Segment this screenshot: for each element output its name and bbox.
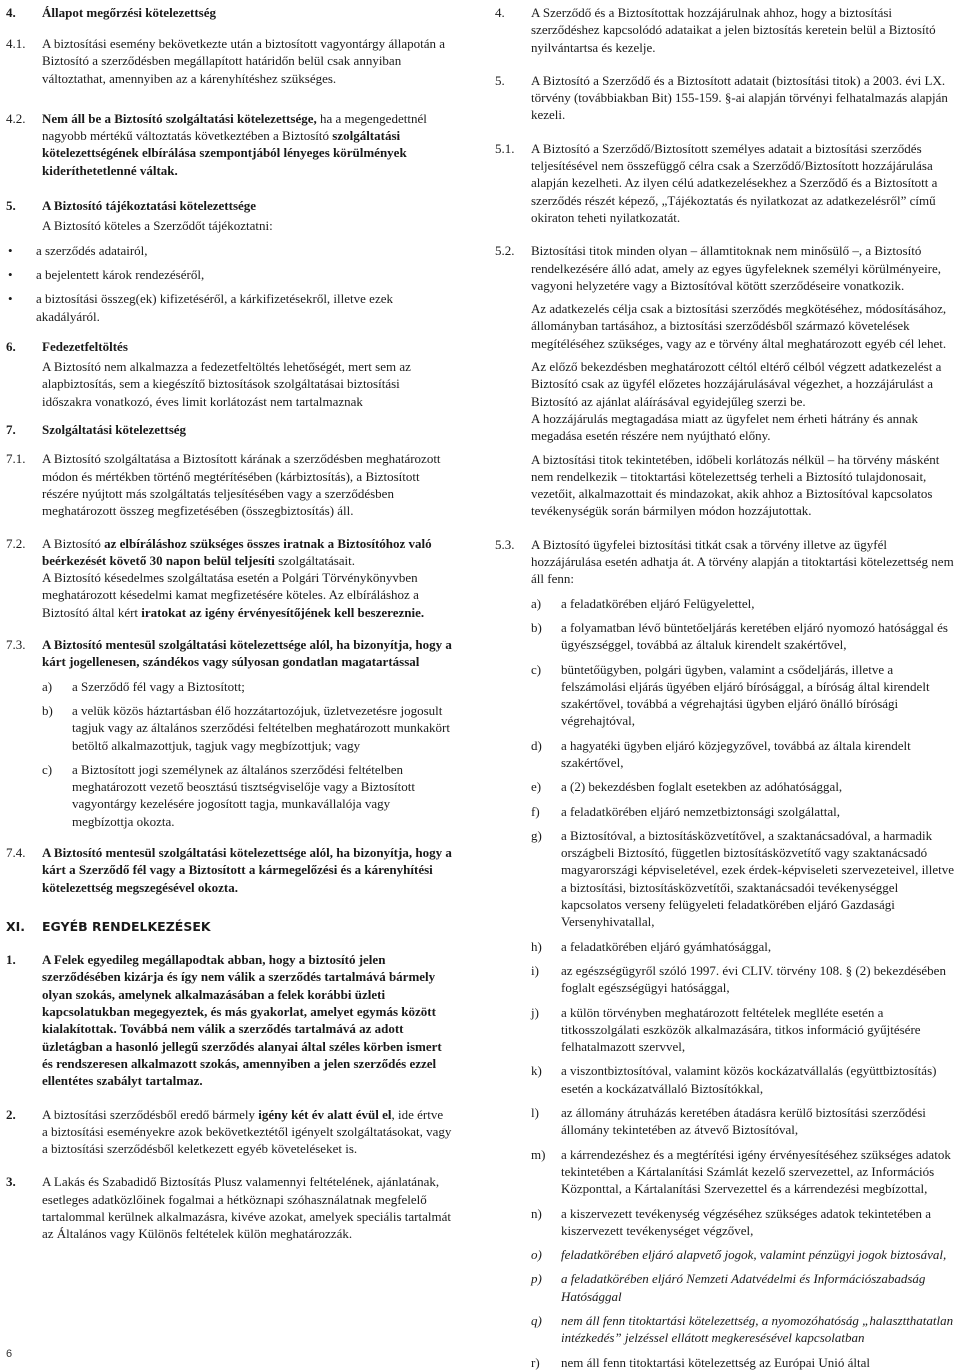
list-item — [531, 1270, 957, 1305]
list-item — [531, 803, 957, 820]
list-item — [531, 1062, 957, 1097]
list-item — [531, 1246, 957, 1263]
section-4-2 — [6, 110, 452, 179]
list-text: a külön törvényben meghatározott feltételek meglléte esetén a titkosszolgálati eszközök alkalmazására, titkos információ gyűjtésére felhatalmazott szervvel, — [561, 1004, 921, 1055]
list-text: nem áll fenn titoktartási kötelezettség, a nyomozóhatóság „halasztthatatlan intézkedés” jelzéssel ellátott megkeresésével kapcsolatban — [561, 1313, 954, 1346]
bullet-item: • a biztosítási összeg(ek) kifizetéséről, a kárkifizetésekről, illetve ezek akadályáról. — [6, 290, 452, 325]
list-text: büntetőügyben, polgári ügyben, valamint a csődeljárás, illetve a felszámolási eljárás ügyében eljáró bírósággal, a bíróság által kirendelt szakértővel, továbbá a végrehajtási ügyben eljáró önálló bírósági végrehajtóval, — [561, 661, 930, 729]
list-letter: o) — [531, 1247, 542, 1263]
paragraph: Az adatkezelés célja csak a biztosítási szerződés megkötéséhez, módosításához, állományban tartásához, a biztosítási szerződésből származó követelések megítéléséhez szükséges, vagy az e törvény által meghatározott egyéb cél lehet. — [531, 301, 947, 351]
list-text: a folyamatban lévő büntetőeljárás keretében eljáró nyomozó hatósággal és ügyészséggel, továbbá az általuk kirendelt szakértővel, — [561, 619, 948, 653]
list-item — [531, 1104, 957, 1139]
paragraph: Az előző bekezdésben meghatározott céltól eltérő célból végzett adatkezelést a Biztosító csak az ügyfél előzetes hozzájárulásával végezhet, a hozzájárulást a Biztosító az ajánlat aláírásával egyidejűleg szerzi be. — [531, 359, 942, 409]
list-item — [531, 1004, 957, 1056]
section-number: 7. — [6, 422, 16, 438]
list-item — [531, 737, 957, 772]
section-number: 4. — [495, 5, 505, 20]
section-7-3 — [6, 636, 452, 830]
list-item — [531, 661, 957, 730]
list-text: a feladatkörében eljáró Felügyelettel, — [561, 595, 755, 611]
paragraph: A Biztosító szolgáltatása a Biztosított kárának a szerződésben meghatározott módon és mértékben történő megtérítésében (kárbiztosítás), a Biztosított részére nyújtott más szolgáltatás teljesítésében vagy a szerződésben meghatározott összeg megfizetésében (összegbiztosítás) áll. — [42, 451, 441, 519]
section-xi-1 — [6, 951, 452, 1089]
section-r5 — [495, 72, 957, 124]
paragraph: A biztosítási titok tekintetében, időbeli korlátozás nélkül – ha törvény másként nem rendelkezik – titoktartási kötelezettség terheli a Biztosító tulajdonosait, vezetőit, alkalmazottait és mindazokat, akik ahhoz a Biztosítóval kapcsolatos tevékenységük során bármilyen módon hozzájutottak. — [531, 451, 940, 519]
list-letter: m) — [531, 1146, 546, 1162]
list-item — [531, 619, 957, 654]
section-number: 6. — [6, 338, 16, 354]
exception-list — [531, 595, 957, 1371]
section-title: Állapot megőrzési kötelezettség — [42, 5, 216, 20]
bullet-item: • a szerződés adatairól, — [6, 242, 452, 259]
section-title: EGYÉB RENDELKEZÉSEK — [42, 918, 211, 934]
paragraph: A biztosítási esemény bekövetkezte után a biztosított vagyontárgy állapotán a Biztosító a szerződésben megállapított határidőn belül csak annyiban változtathat, amennyiben az a kárenyhítéshez szükséges. — [42, 36, 446, 86]
list-item — [531, 1205, 957, 1240]
section-number: 5.3. — [495, 536, 515, 552]
text: ha a megengedettnél nagyobb mértékű változtatás következtében a Biztosító — [42, 110, 427, 144]
list-letter: r) — [531, 1354, 540, 1370]
list-letter: e) — [531, 779, 542, 795]
paragraph: A Lakás és Szabadidő Biztosítás Plusz valamennyi feltételének, ajánlatának, esetleges adatközlőinek fogalmai a hétköznapi szóhasználatnak megfelelő tartalommal kerülnek alkalmazásra, kivéve azokat, amelyek speciális tartalmát az Általános vagy Különös feltételek külön meghatározzák. — [42, 1174, 451, 1242]
list-text: a feladatkörében eljáró Nemzeti Adatvédelmi és Információszabadság Hatósággal — [561, 1271, 926, 1304]
list-letter: n) — [531, 1205, 542, 1221]
section-4-heading — [6, 4, 452, 24]
section-number: 4. — [6, 5, 16, 20]
list-item — [531, 1354, 957, 1371]
section-title: Szolgáltatási kötelezettség — [42, 422, 187, 438]
page-number: 6 — [6, 1348, 13, 1360]
paragraph: Biztosítási titok minden olyan – államtitoknak nem minősülő –, a Biztosító rendelkezésére álló adat, amely az egyes ügyfeleknek személyi körülményeire, vagyoni helyzetére vagy a Biztosítóval kötött szerződéseire vonatkozik. — [531, 243, 942, 293]
section-r5-1 — [495, 140, 957, 226]
list-item: b) a velük közös háztartásban élő hozzátartozójuk, üzletvezetésre jogosult tagjuk vagy az általános szerződési feltételben meghatározott munkakört betöltő alkalmazottjuk, tagjuk vagy megbízottjuk; vagy — [42, 702, 450, 753]
section-number: 7.1. — [6, 451, 26, 467]
list-letter: d) — [531, 737, 542, 753]
list-text: az egészségügyről szóló 1997. évi CLIV. törvény 108. § (2) bekezdésében foglalt egészségügyi hatósággal, — [561, 962, 946, 996]
section-7-2 — [6, 535, 452, 621]
section-5 — [6, 197, 452, 325]
list-item — [531, 827, 957, 931]
section-number: 2. — [6, 1106, 16, 1122]
list-text: nem áll fenn titoktartási kötelezettség az Európai Unió által — [561, 1354, 870, 1370]
list-item — [531, 1312, 957, 1347]
list-letter: h) — [531, 938, 542, 954]
bullet-item: • a bejelentett károk rendezéséről, — [6, 266, 452, 283]
list-item: a) a Szerződő fél vagy a Biztosított; — [42, 678, 245, 694]
paragraph: A Szerződő és a Biztosítottak hozzájárulnak ahhoz, hogy a biztosítási szerződéshez kapcsolódó adataikat a jelen biztosítás keretein belül a Biztosító nyilvántartsa és kezelje. — [531, 5, 936, 55]
list-letter: f) — [531, 803, 540, 819]
bold-text: Nem áll be a Biztosító szolgáltatási kötelezettsége, — [42, 110, 317, 126]
list-item — [531, 938, 957, 955]
section-title: Fedezetfeltöltés — [42, 338, 128, 354]
list-item — [531, 778, 957, 795]
list-text: feladatkörében eljáró alapvető jogok, valamint pénzügyi jogok biztosával, — [561, 1247, 947, 1263]
left-column — [6, 4, 452, 1243]
paragraph: A Biztosító köteles a Szerződőt tájékoztatni: — [42, 218, 273, 234]
section-xi-2 — [6, 1106, 452, 1158]
list-text: a kárrendezéshez és a megtérítési igény érvényesítéséhez szükséges adatok tekintetében a Kártalanítási Számlát kezelő szervezettel, az Információs Központtal, a Kártalanítási Szervezettel és a kárrendezési megbízottal, — [561, 1146, 951, 1197]
paragraph: A Biztosító mentesül szolgáltatási kötelezettsége alól, ha bizonyítja, hogy a kárt a Szerződő fél vagy a Biztosított a kármegelőzési és a kárenyhítési kötelezettség megszegésével okozta. — [42, 844, 452, 895]
section-4-1 — [6, 35, 452, 87]
section-number: 1. — [6, 952, 16, 968]
list-item — [531, 1146, 957, 1198]
section-xi-heading — [6, 918, 452, 935]
bold-text: szolgáltatási kötelezettségének elbírálása szempontjából lényeges körülmények kideríthetetlenné váltak. — [42, 128, 407, 178]
list-text: a feladatkörében eljáró nemzetbiztonsági szolgálattal, — [561, 803, 841, 819]
paragraph: A Biztosító késedelmes szolgáltatása esetén a Polgári Törvénykönyvben meghatározott késedelmi kamat megfizetésére köteles. Az elbíráláshoz a Biztosító által kért iratokat az igény érvényesítőjének kell beszereznie. — [42, 570, 425, 620]
list-letter: q) — [531, 1313, 542, 1328]
list-text: a Biztosítóval, a biztosításközvetítővel, a szaktanácsadóval, a harmadik országbeli Biztosító, független biztosításközvetítő vagy szaktanácsadó magyarországi képviseletével, ezek érdek-képviseleti szervezeteivel, illetve a biztosítási, biztosításközvetítői, szaktanácsadói tevékenységgel kapcsolatos verseny felügyeleti feladatkörében eljáró Gazdasági Versenyhivatallal, — [561, 827, 955, 930]
list-letter: j) — [531, 1004, 539, 1020]
paragraph: A Biztosító nem alkalmazza a fedezetfeltöltés lehetőségét, mert sem az alapbiztosítás, sem a kiegészítő biztosítások szolgáltatásai biztosítási időszakra vonatkozó, éves limit korlátozást nem tartalmaznak — [42, 359, 411, 409]
section-number: 7.2. — [6, 535, 26, 551]
list-text: a kiszervezett tevékenység végzéséhez szükséges adatok tekintetében a kiszervezett tevékenységet végzővel, — [561, 1205, 931, 1238]
paragraph: A hozzájárulás megtagadása miatt az ügyfelet nem érheti hátrány és annak megadása esetén részére nem nyújtható előny. — [531, 410, 918, 444]
section-title: A Biztosító tájékoztatási kötelezettsége — [42, 198, 257, 214]
section-number: 5. — [495, 72, 505, 88]
list-letter: p) — [531, 1271, 542, 1287]
paragraph: A Felek egyedileg megállapodtak abban, hogy a biztosító jelen szerződésében kizárja és így nem válik a szerződés tartalmává bármely olyan szokás, amelynek alkalmazásában a felek korábbi üzleti kapcsolatukban megegyeztek, és más gyakorlat, amelyet egymás között kialakítottak. Továbbá nem válik a szerződés tartalmává az adott üzletágban a hasonló jellegű szerződés alanyai által széles körben ismert és rendszeresen alkalmazott szokás, amennyiben a jelen szerződés ezzel ellentétes szabályt tartalmaz. — [42, 952, 442, 1089]
section-7-1 — [6, 450, 452, 519]
section-number: 7.3. — [6, 637, 26, 653]
list-letter: k) — [531, 1063, 542, 1079]
list-item — [531, 962, 957, 997]
list-text: a hagyatéki ügyben eljáró közjegyzővel, továbbá az általa kirendelt szakértővel, — [561, 737, 911, 770]
section-r5-3 — [495, 536, 957, 1371]
section-7-heading — [6, 421, 452, 438]
section-number: 4.1. — [6, 36, 26, 51]
section-xi-3 — [6, 1173, 452, 1242]
paragraph: A Biztosító a Szerződő/Biztosított személyes adatait a biztosítási szerződés teljesítésével nem összefüggő célra csak a Szerződő/Biztosított hozzájárulása alapján kezelheti. Az ilyen célú adatkezelésekhez a Szerződő és a Biztosított a szerződés részét képező, „Tájékoztatás és nyilatkozat az adatkezelésről” című okiraton teheti nyilatkozatát. — [531, 140, 938, 225]
paragraph: A Biztosító az elbíráláshoz szükséges összes iratnak a Biztosítóhoz való beérkezését követő 30 napon belül teljesíti szolgáltatásait. — [42, 535, 432, 568]
list-letter: a) — [531, 595, 542, 611]
right-column — [495, 4, 957, 1371]
paragraph: A Biztosító mentesül szolgáltatási kötelezettsége alól, ha bizonyítja, hogy a kárt jogellenesen, szándékos vagy súlyosan gondatlan magatartással — [42, 637, 452, 670]
list-text: a (2) bekezdésben foglalt esetekben az adóhatósággal, — [561, 779, 843, 795]
list-text: a viszontbiztosítóval, valamint közös kockázatvállalás (együttbiztosítás) esetén a kockázatvállaló Biztosítókkal, — [561, 1063, 937, 1096]
list-item — [531, 595, 957, 612]
section-number: 7.4. — [6, 844, 26, 860]
section-r5-2 — [495, 242, 957, 519]
paragraph: A Biztosító a Szerződő és a Biztosított adatait (biztosítási titok) a 2003. évi LX. törvény (továbbiakban Bit) 155-159. §-ai alapján törvényi felhatalmazás alapján kezeli. — [531, 72, 948, 123]
list-letter: l) — [531, 1105, 539, 1121]
section-number: 4.2. — [6, 110, 26, 126]
list-item: c) a Biztosított jogi személynek az általános szerződési feltételben meghatározott vezető beosztású tisztségviselője vagy a Biztosított vagyontárgy kezelésére jogosított tagja, munkavállalója vagy megbízottja okozta. — [42, 761, 415, 829]
section-number: 3. — [6, 1174, 16, 1190]
list-text: a feladatkörében eljáró gyámhatósággal, — [561, 938, 772, 954]
list-letter: i) — [531, 962, 539, 978]
section-7-4 — [6, 844, 452, 896]
list-letter: b) — [531, 619, 542, 635]
section-r4 — [495, 4, 957, 56]
list-letter: c) — [531, 661, 542, 677]
section-number: 5.1. — [495, 140, 515, 156]
paragraph: A biztosítási szerződésből eredő bármely igény két év alatt évül el, ide értve a biztosítási eseményekre azok bekövetkeztétől igényelt szolgáltatásokat, vagy a biztosítási szerződésből keletkezett egyéb követeléseket is. — [42, 1106, 452, 1157]
list-letter: g) — [531, 827, 542, 843]
section-number: 5.2. — [495, 243, 515, 259]
section-number: XI. — [6, 918, 26, 934]
section-number: 5. — [6, 198, 16, 214]
bold-text: igény két év alatt évül el — [258, 1106, 392, 1122]
paragraph — [42, 110, 452, 179]
bold-text: az elbíráláshoz szükséges összes iratnak a Biztosítóhoz való beérkezését követő 30 napon belül teljesíti — [42, 535, 432, 568]
list-text: az állomány átruházás keretében átadásra kerülő biztosítási szerződési állomány tekintetében az átvevő Biztosítóval, — [561, 1105, 926, 1138]
paragraph: A Biztosító ügyfelei biztosítási titkát csak a törvény illetve az ügyfél hozzájárulása esetén adhatja át. A törvény alapján a titoktartási kötelezettség nem áll fenn: — [531, 536, 954, 587]
section-6 — [6, 338, 452, 410]
bold-text: iratokat az igény érvényesítőjének kell beszereznie. — [141, 604, 425, 620]
